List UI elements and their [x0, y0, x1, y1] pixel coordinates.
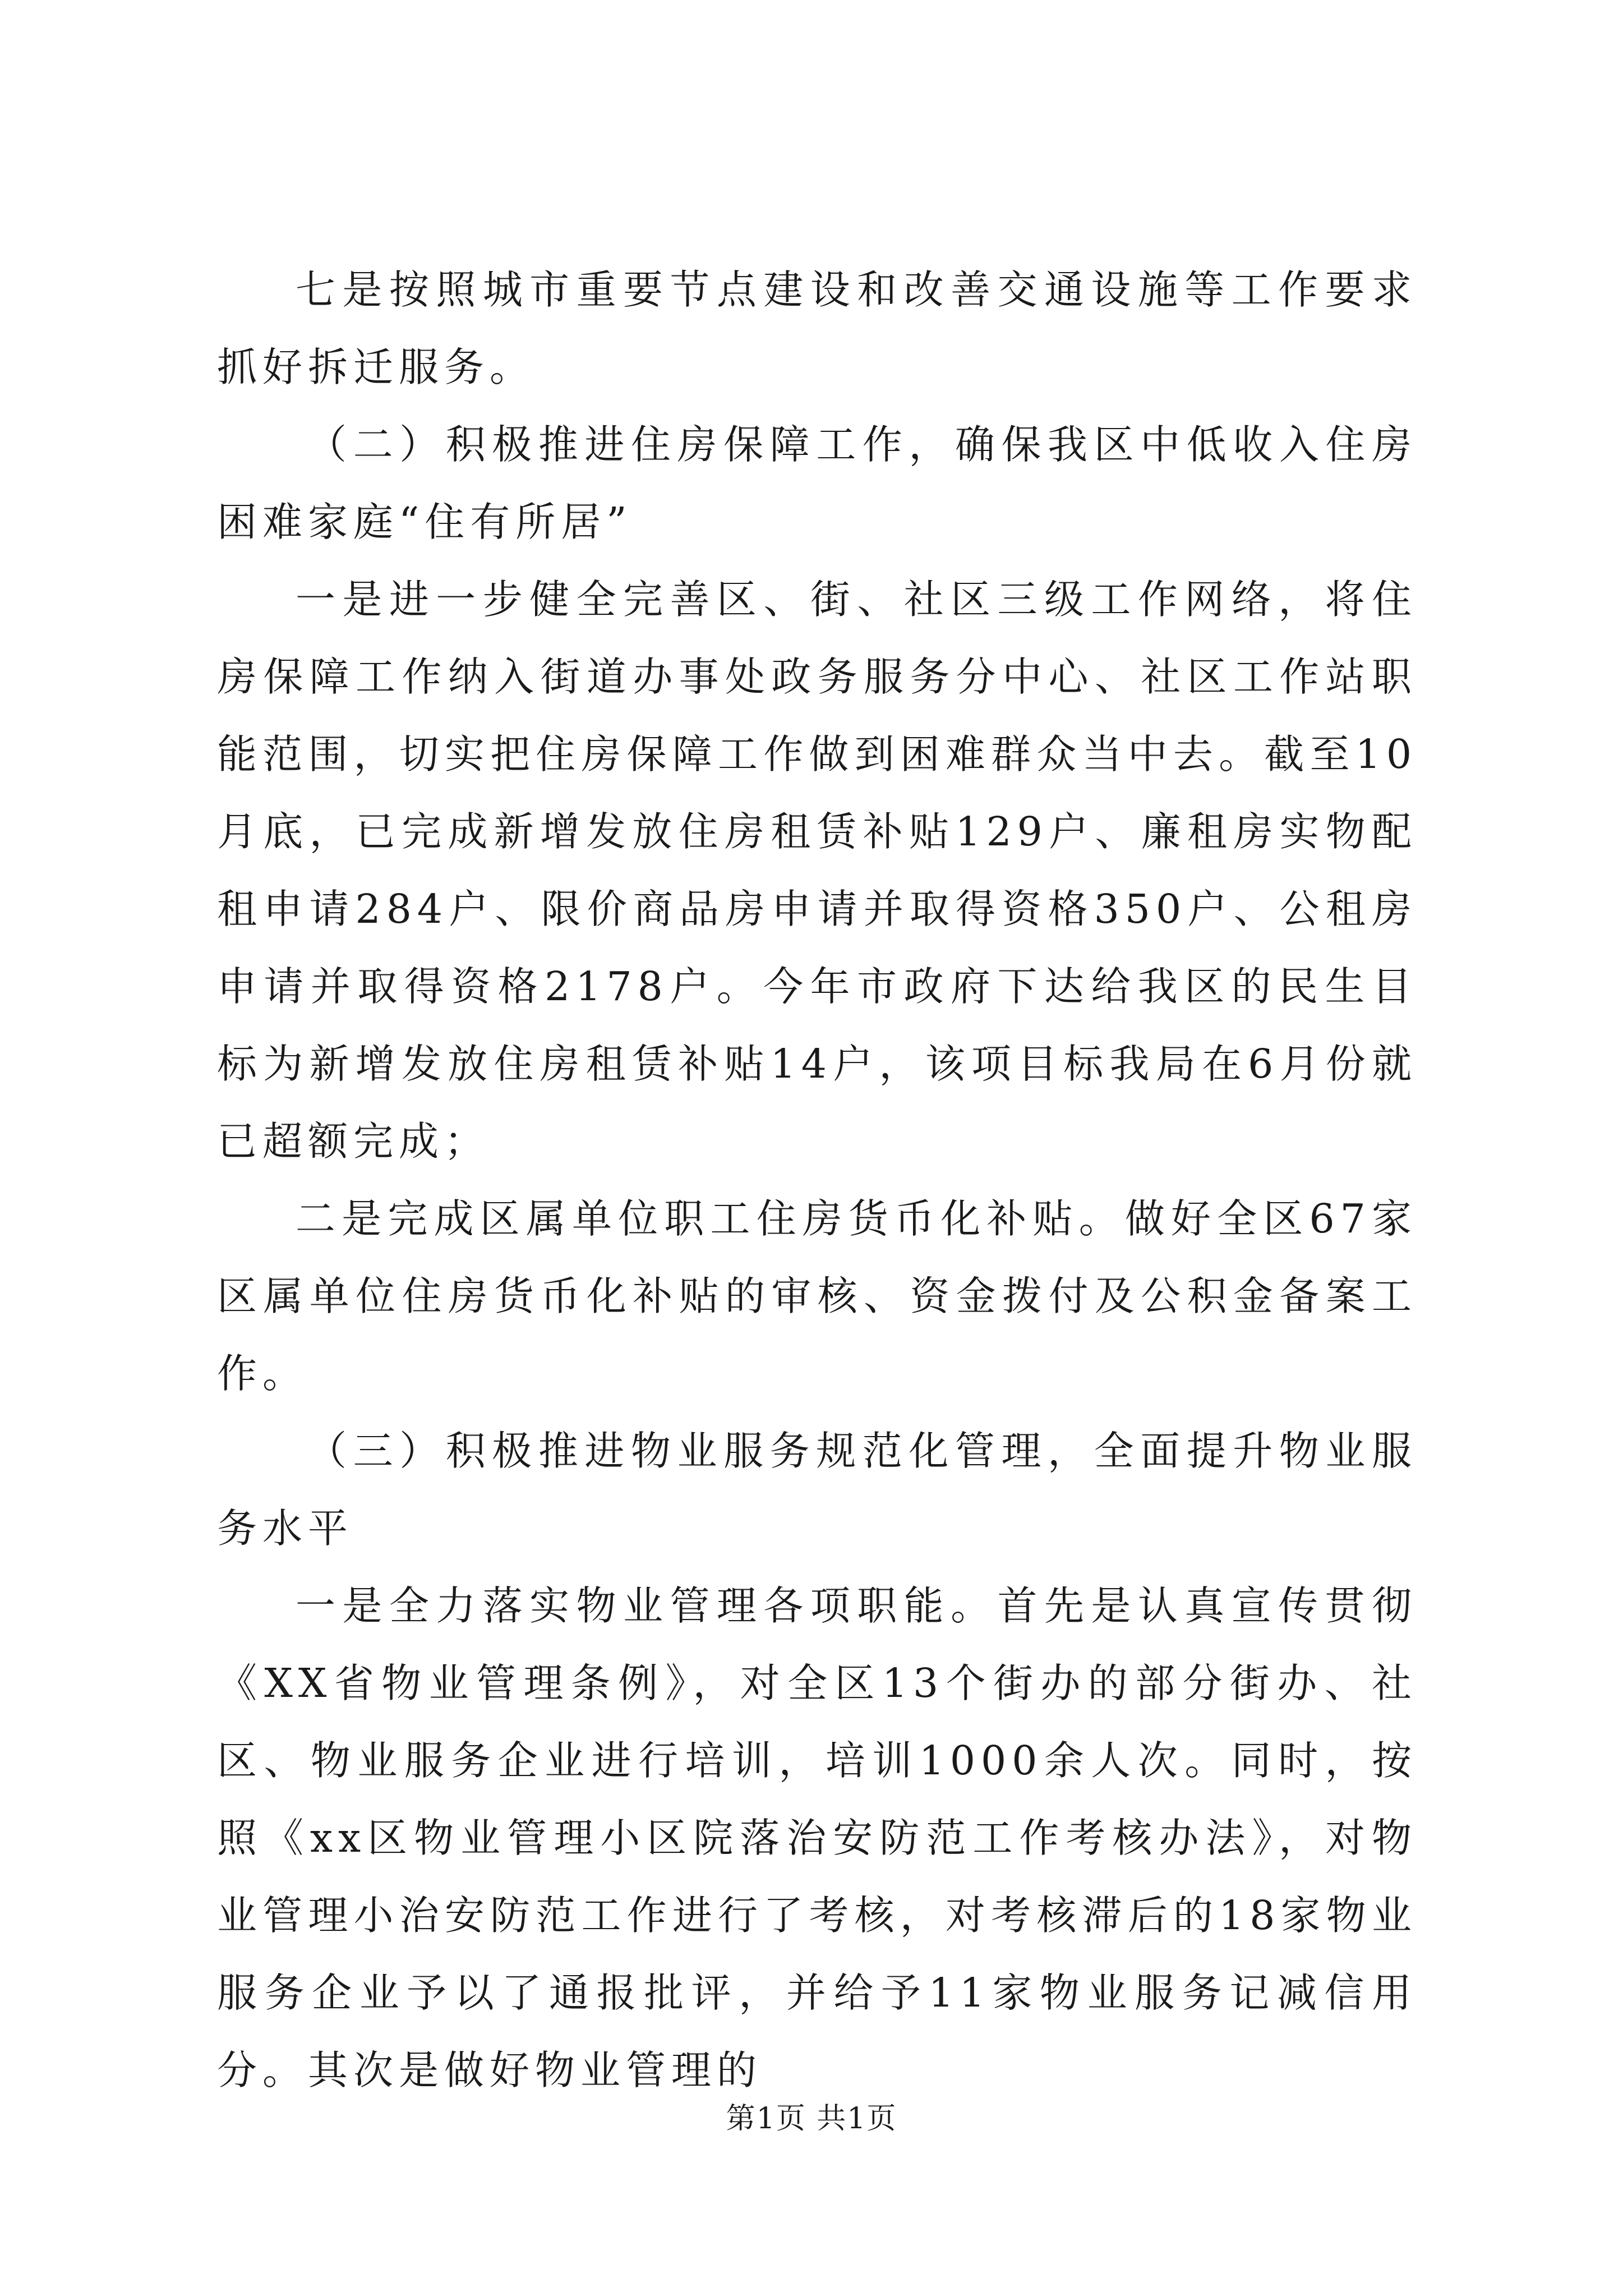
paragraph-item-7-relocation: 七是按照城市重要节点建设和改善交通设施等工作要求抓好拆迁服务。: [217, 266, 1417, 390]
paragraph-property-management: 一是全力落实物业管理各项职能。首先是认真宣传贯彻《XX省物业管理条例》，对全区13个街办的部分街办、社区、物业服务企业进行培训，培训1000余人次。同时，按照《xx区物业管理小区院落治安防范工作考核办法》，对物业管理小治安防范工作进行了考核，对考核滞后的18家物业服务企业予以了通报批评，并给予11家物业服务记减信用分。其次是做好物业管理的: [217, 1582, 1417, 2093]
section-heading-property-service: （三）积极推进物业服务规范化管理，全面提升物业服务水平: [217, 1428, 1417, 1552]
section-heading-housing-security: （二）积极推进住房保障工作，确保我区中低收入住房困难家庭“住有所居”: [217, 421, 1417, 545]
document-body: [217, 251, 1417, 2109]
paragraph-monetary-subsidy: 二是完成区属单位职工住房货币化补贴。做好全区67家区属单位住房货币化补贴的审核、资金拨付及公积金备案工作。: [217, 1195, 1417, 1397]
page-number-footer: 第1页 共1页: [726, 2102, 897, 2136]
paragraph-housing-network: 一是进一步健全完善区、街、社区三级工作网络，将住房保障工作纳入街道办事处政务服务分中心、社区工作站职能范围，切实把住房保障工作做到困难群众当中去。截至10月底，已完成新增发放住房租赁补贴129户、廉租房实物配租申请284户、限价商品房申请并取得资格350户、公租房申请并取得资格2178户。今年市政府下达给我区的民生目标为新增发放住房租赁补贴14户，该项目标我局在6月份就已超额完成；: [217, 576, 1417, 1165]
